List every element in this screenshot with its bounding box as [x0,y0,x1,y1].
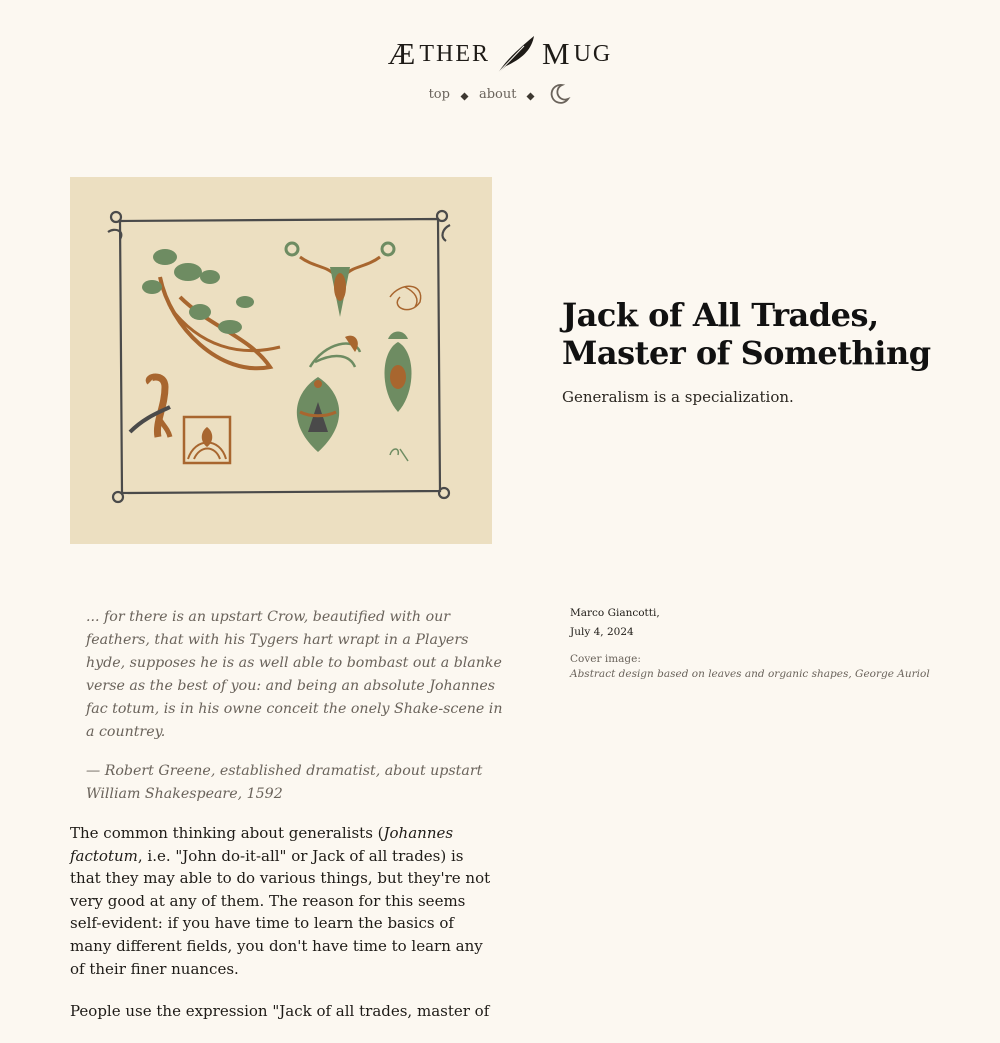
author-name: Marco Giancotti, [570,607,660,619]
site-title-ther: THER [419,40,490,67]
site-title-m: M [542,36,572,71]
epigraph [86,606,506,806]
main-nav [0,82,1000,106]
site-logo[interactable] [0,34,1000,74]
body-text-span: , i.e. "John do-it-all" or Jack of all trades) is that they may able to do various things, but they're not very good at any of them. The reason for this seems self-evident: if you have time to learn the basics of many different fields, you don't have time to learn any of their finer nuances. [70,846,491,978]
cover-image [70,177,492,544]
cover-image-label: Cover image: [570,653,641,665]
nav-link-about[interactable]: about [478,86,517,102]
article-subtitle: Generalism is a specialization. [562,388,794,406]
body-paragraph: People use the expression "Jack of all trades, master of [70,1002,490,1021]
article-title [562,296,962,372]
body-text-span: The common thinking about generalists ( [70,824,384,842]
moon-icon[interactable] [547,82,571,106]
diamond-separator-icon [526,90,535,99]
epigraph-quote: ... for there is an upstart Crow, beautified with our feathers, that with his Tygers hart wrapt in a Players hyde, supposes he is as well able to bombast out a blanke verse as the best of you: and being an absolute Johannes fac totum, is in his owne conceit the onely Shake-scene in a countrey. [86,609,503,740]
site-title-ae: Æ [387,36,418,71]
article-body [70,822,498,1043]
article-title-line-1: Jack of All Trades, [562,296,879,334]
publish-date: July 4, 2024 [570,626,634,638]
body-paragraph [70,822,498,980]
site-title-ug: UG [573,40,613,67]
diamond-separator-icon [460,90,469,99]
cover-image-credit: Abstract design based on leaves and organic shapes, George Auriol [570,668,930,680]
article-meta [570,604,950,682]
article-title-line-2: Master of Something [562,334,931,372]
feather-icon [494,34,538,74]
nav-link-top[interactable]: top [428,86,450,102]
epigraph-attribution: — Robert Greene, established dramatist, about upstart William Shakespeare, 1592 [86,763,483,802]
body-italic-term: Johannes factotum [70,824,454,865]
